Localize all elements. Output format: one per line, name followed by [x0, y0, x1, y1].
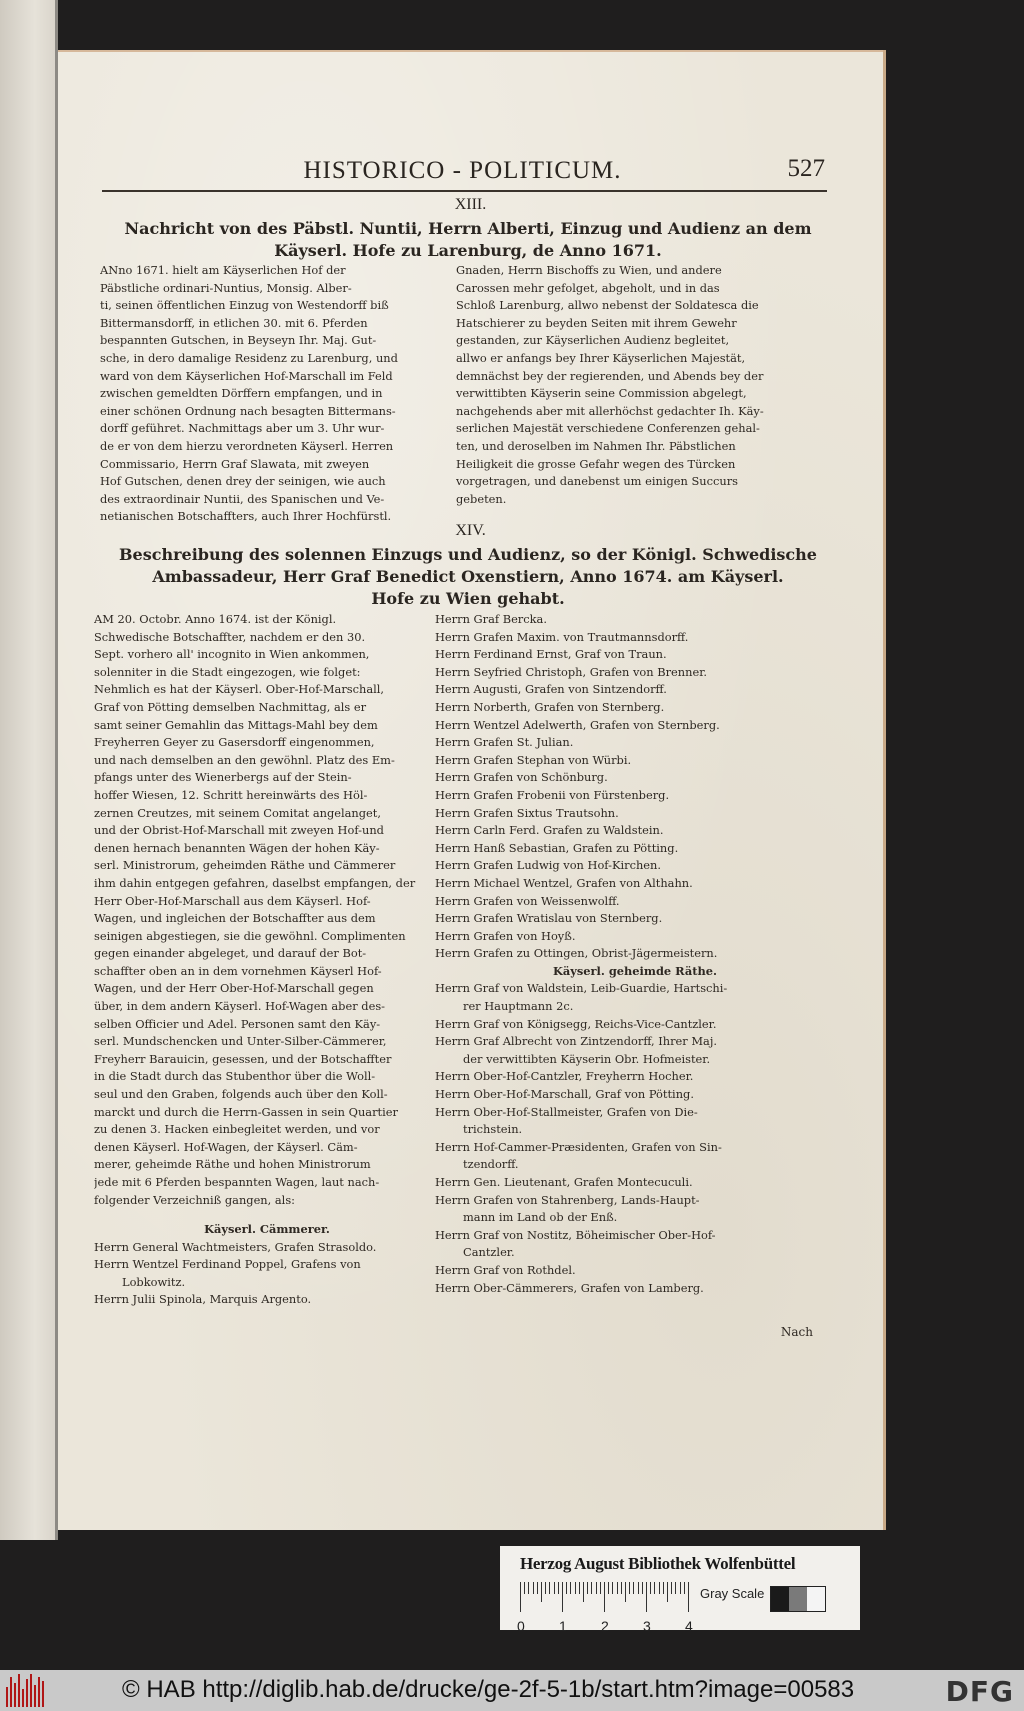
text-line: schaffter oben an in dem vornehmen Käyserl Hof-	[94, 963, 382, 978]
logo-bar	[14, 1683, 16, 1707]
list-item-continuation: tzendorff.	[463, 1157, 519, 1172]
list-item-continuation: trichstein.	[463, 1122, 523, 1137]
list-item: Herrn Graf Bercka.	[435, 612, 547, 626]
list-item: Herrn Grafen Frobenii von Fürstenberg.	[435, 787, 670, 802]
list-item: Herrn Carln Ferd. Grafen zu Waldstein.	[435, 823, 664, 838]
text-line: serl. Mundschencken und Unter-Silber-Cämmerer,	[94, 1034, 387, 1049]
text-line: de er von dem hierzu verordneten Käyserl. Herren	[100, 438, 394, 453]
copyright-link[interactable]: © HAB http://diglib.hab.de/drucke/ge-2f-5-1b/start.htm?image=00583	[122, 1676, 855, 1703]
logo-bar	[42, 1681, 44, 1707]
text-line: Hof Gutschen, denen drey der seinigen, wie auch	[100, 474, 386, 489]
list-item: Herrn Graf von Rothdel.	[435, 1262, 576, 1277]
text-line: Wagen, und ingleichen der Botschaffter aus dem	[94, 911, 376, 926]
text-line: gegen einander abgeleget, und darauf der Bot-	[94, 946, 367, 961]
text-line: Hatschierer zu beyden Seiten mit ihrem Gewehr	[456, 315, 737, 330]
ruler-tick	[659, 1582, 660, 1594]
list-item: Herrn Hof-Cammer-Præsidenten, Grafen von Sin-	[435, 1139, 722, 1154]
text-line: zwischen gemeldten Dörffern empfangen, und in	[100, 386, 383, 401]
ruler-tick	[684, 1582, 685, 1594]
list-item: Herrn Grafen Stephan von Würbi.	[435, 752, 632, 767]
section-13-title	[108, 218, 828, 262]
text-line: Freyherr Barauicin, gesessen, und der Botschaffter	[94, 1051, 392, 1066]
logo-bar	[22, 1689, 24, 1707]
ruler-tick	[524, 1582, 525, 1594]
ruler-tick	[654, 1582, 655, 1594]
list-item: Herrn Grafen von Hoyß.	[435, 928, 576, 943]
ruler-tick	[650, 1582, 651, 1594]
text-line: Päbstliche ordinari-Nuntius, Monsig. Alber-	[100, 280, 352, 295]
logo-bar	[38, 1677, 40, 1707]
text-line: Freyherren Geyer zu Gasersdorff eingenommen,	[94, 735, 375, 750]
logo-bar	[34, 1685, 36, 1707]
ruler-tick	[671, 1582, 672, 1594]
hab-logo-icon	[6, 1674, 44, 1707]
ruler-tick	[638, 1582, 639, 1594]
text-line: seul und den Graben, folgends auch über den Koll-	[94, 1087, 388, 1102]
ruler-number: 0	[517, 1618, 525, 1634]
list-item: Herrn Ferdinand Ernst, Graf von Traun.	[435, 647, 667, 662]
scan-reference-label	[500, 1546, 860, 1634]
logo-bar	[30, 1674, 32, 1707]
ruler-tick	[558, 1582, 559, 1594]
ruler-tick	[675, 1582, 676, 1594]
list-item: Herrn Grafen von Stahrenberg, Lands-Haupt-	[435, 1192, 700, 1207]
text-line: bespannten Gutschen, in Beyseyn Ihr. Maj. Gut-	[100, 333, 377, 348]
logo-bar	[26, 1679, 28, 1707]
text-line: ti, seinen öffentlichen Einzug von Westendorff biß	[100, 298, 389, 313]
text-line: ihm dahin entgegen gefahren, daselbst empfangen, der	[94, 875, 416, 890]
text-line: gebeten.	[456, 491, 507, 506]
ruler-tick	[562, 1582, 563, 1612]
ruler-tick	[688, 1582, 689, 1612]
text-line: Schloß Larenburg, allwo nebenst der Soldatesca die	[456, 298, 759, 313]
ruler-tick	[625, 1582, 626, 1602]
list-item-continuation: mann im Land ob der Enß.	[463, 1210, 618, 1225]
catchword: Nach	[780, 1325, 813, 1339]
ruler-tick	[600, 1582, 601, 1594]
ruler-tick	[596, 1582, 597, 1594]
text-line: Bittermansdorff, in etlichen 30. mit 6. Pferden	[100, 315, 368, 330]
list-item: Herrn Grafen Sixtus Trautsohn.	[435, 805, 619, 820]
page-number: 527	[787, 155, 825, 182]
list-item: Herrn Ober-Cämmerers, Grafen von Lamberg.	[435, 1280, 704, 1295]
list-item: Herrn Ober-Hof-Stallmeister, Grafen von Die-	[435, 1104, 698, 1119]
list-item: Herrn Norberth, Grafen von Sternberg.	[435, 699, 665, 714]
section-14-title-line-3: Hofe zu Wien gehabt.	[371, 589, 565, 608]
ruler-tick	[629, 1582, 630, 1594]
text-line: Carossen mehr gefolget, abgeholt, und in das	[456, 280, 720, 295]
text-line: allwo er anfangs bey Ihrer Käyserlichen Majestät,	[456, 350, 746, 365]
text-line: gestanden, zur Käyserlichen Audienz begleitet,	[456, 333, 730, 348]
gray-swatch	[807, 1587, 825, 1611]
list-item-continuation: Lobkowitz.	[122, 1274, 186, 1289]
text-line: pfangs unter des Wienerbergs auf der Stein-	[94, 770, 352, 785]
text-line: merer, geheimde Räthe und hohen Ministrorum	[94, 1157, 371, 1172]
gray-scale-label: Gray Scale	[700, 1586, 765, 1601]
ruler-tick	[646, 1582, 647, 1612]
ruler-tick	[575, 1582, 576, 1594]
ruler-tick	[608, 1582, 609, 1594]
text-line: nachgehends aber mit allerhöchst gedachter Ih. Käy-	[456, 403, 764, 418]
text-line: Herr Ober-Hof-Marschall aus dem Käyserl. Hof-	[94, 893, 371, 908]
ruler-tick	[533, 1582, 534, 1594]
text-line: Heiligkeit die grosse Gefahr wegen des Türcken	[456, 456, 736, 471]
section-13-title-line-2: Käyserl. Hofe zu Larenburg, de Anno 1671.	[274, 241, 662, 260]
logo-bar	[6, 1687, 8, 1707]
ruler-tick	[663, 1582, 664, 1594]
ruler-tick	[549, 1582, 550, 1594]
section-14-number: XIV.	[455, 522, 486, 539]
list-item: Herrn Seyfried Christoph, Grafen von Brenner.	[435, 664, 708, 679]
section-13-right-column	[456, 262, 826, 508]
list-heading: Käyserl. geheimde Räthe.	[553, 963, 717, 978]
gray-swatch	[789, 1587, 807, 1611]
text-line: Nehmlich es hat der Käyserl. Ober-Hof-Marschall,	[94, 682, 385, 697]
list-item: Herrn Gen. Lieutenant, Grafen Montecuculi.	[435, 1175, 693, 1189]
list-item: Herrn Wentzel Adelwerth, Grafen von Sternberg.	[435, 717, 720, 732]
list-item: Herrn Wentzel Ferdinand Poppel, Grafens von	[94, 1257, 361, 1272]
text-line: solenniter in die Stadt eingezogen, wie folget:	[94, 664, 361, 679]
list-item: Herrn Hanß Sebastian, Grafen zu Pötting.	[435, 840, 679, 855]
list-item: Herrn Grafen Maxim. von Trautmannsdorff.	[435, 629, 689, 644]
section-13-number: XIII.	[454, 196, 487, 213]
list-heading: Käyserl. Cämmerer.	[204, 1222, 330, 1236]
ruler-number: 1	[559, 1618, 567, 1634]
list-item: Herrn Graf von Nostitz, Böheimischer Ober-Hof-	[435, 1227, 716, 1242]
measurement-ruler	[517, 1582, 695, 1634]
text-line: Sept. vorhero all' incognito in Wien ankommen,	[94, 647, 370, 662]
footer-bar	[0, 1670, 1024, 1711]
gray-scale-swatches	[770, 1586, 826, 1612]
list-item-continuation: der verwittibten Käyserin Obr. Hofmeister.	[463, 1051, 711, 1066]
list-item: Herrn Grafen zu Ottingen, Obrist-Jägermeistern.	[435, 946, 718, 961]
ruler-tick	[587, 1582, 588, 1594]
list-item: Herrn Graf von Waldstein, Leib-Guardie, Hartschi-	[435, 981, 728, 996]
list-item: Herrn Grafen Ludwig von Hof-Kirchen.	[435, 858, 661, 873]
list-item-continuation: rer Hauptmann 2c.	[463, 999, 574, 1014]
section-13-title-line-1: Nachricht von des Päbstl. Nuntii, Herrn Alberti, Einzug und Audienz an dem	[124, 219, 812, 238]
ruler-tick	[591, 1582, 592, 1594]
text-line: serl. Ministrorum, geheimden Räthe und Cämmerer	[94, 858, 396, 873]
text-line: einer schönen Ordnung nach besagten Bittermans-	[100, 403, 396, 418]
gray-swatch	[771, 1587, 789, 1611]
ruler-tick	[537, 1582, 538, 1594]
running-title: HISTORICO - POLITICUM.	[303, 157, 622, 184]
list-item: Herrn Graf von Königsegg, Reichs-Vice-Cantzler.	[435, 1016, 717, 1031]
ruler-number: 4	[685, 1618, 693, 1634]
facing-page-shadow	[0, 1540, 58, 1670]
dfg-logo: DFG	[945, 1675, 1014, 1708]
ruler-tick	[642, 1582, 643, 1594]
logo-bar	[18, 1674, 20, 1707]
ruler-number: 3	[643, 1618, 651, 1634]
text-line: samt seiner Gemahlin das Mittags-Mahl bey dem	[94, 717, 378, 732]
text-line: ten, und deroselben im Nahmen Ihr. Päbstlichen	[456, 438, 736, 453]
nobles-list	[435, 611, 835, 1297]
list-item: Herrn Julii Spinola, Marquis Argento.	[94, 1292, 312, 1307]
list-item: Herrn Graf Albrecht von Zintzendorff, Ihrer Maj.	[435, 1034, 717, 1049]
header-rule	[102, 190, 827, 192]
ruler-tick	[528, 1582, 529, 1594]
text-line: über, in dem andern Käyserl. Hof-Wagen aber des-	[94, 999, 386, 1014]
text-line: in die Stadt durch das Stubenthor über die Woll-	[94, 1069, 376, 1084]
institution-name: Herzog August Bibliothek Wolfenbüttel	[520, 1554, 796, 1573]
list-item: Herrn Grafen St. Julian.	[435, 735, 574, 750]
running-head	[100, 157, 825, 183]
text-line: selben Officier und Adel. Personen samt den Käy-	[94, 1016, 381, 1031]
text-line: ward von dem Käyserlichen Hof-Marschall im Feld	[100, 368, 393, 383]
text-line: AM 20. Octobr. Anno 1674. ist der Königl.	[94, 612, 337, 626]
ruler-tick	[604, 1582, 605, 1612]
ruler-tick	[583, 1582, 584, 1602]
list-item: Herrn Grafen Wratislau von Sternberg.	[435, 911, 663, 926]
chamberlains-list	[94, 1221, 440, 1309]
text-line: verwittibten Käyserin seine Commission abgelegt,	[456, 386, 747, 401]
ruler-tick	[621, 1582, 622, 1594]
text-line: ANno 1671. hielt am Käyserlichen Hof der	[100, 263, 346, 277]
text-line: marckt und durch die Herrn-Gassen in sein Quartier	[94, 1104, 398, 1119]
text-line: und nach demselben an den gewöhnl. Platz des Em-	[94, 752, 395, 767]
list-item: Herrn Grafen von Weissenwolff.	[435, 893, 620, 908]
text-line: des extraordinair Nuntii, des Spanischen und Ve-	[100, 491, 385, 506]
text-line: und der Obrist-Hof-Marschall mit zweyen Hof-und	[94, 823, 384, 838]
text-line: jede mit 6 Pferden bespannten Wagen, laut nach-	[94, 1175, 380, 1189]
text-line: sche, in dero damalige Residenz zu Larenburg, und	[100, 350, 398, 365]
ruler-tick	[612, 1582, 613, 1594]
list-item: Herrn Grafen von Schönburg.	[435, 770, 608, 785]
text-line: serlichen Majestät verschiedene Conferenzen gehal-	[456, 421, 760, 436]
list-item: Herrn Augusti, Grafen von Sintzendorff.	[435, 682, 667, 697]
section-14-title	[108, 544, 828, 610]
ruler-tick	[667, 1582, 668, 1602]
text-line: Commissario, Herrn Graf Slawata, mit zweyen	[100, 456, 370, 471]
ruler-tick	[554, 1582, 555, 1594]
section-14-title-line-1: Beschreibung des solennen Einzugs und Audienz, so der Königl. Schwedische	[119, 545, 817, 564]
text-line: netianischen Botschaffters, auch Ihrer Hochfürstl.	[100, 509, 392, 524]
text-line: vorgetragen, und danebenst um einigen Succurs	[456, 474, 738, 489]
ruler-tick	[633, 1582, 634, 1594]
ruler-tick	[617, 1582, 618, 1594]
text-line: hoffer Wiesen, 12. Schritt hereinwärts des Höl-	[94, 787, 368, 802]
ruler-tick	[680, 1582, 681, 1594]
list-item: Herrn Ober-Hof-Cantzler, Freyherrn Hocher.	[435, 1069, 694, 1084]
text-line: Wagen, und der Herr Ober-Hof-Marschall gegen	[94, 981, 374, 996]
logo-bar	[10, 1677, 12, 1707]
text-line: seinigen abgestiegen, sie die gewöhnl. Complimenten	[94, 928, 406, 943]
book-page	[58, 50, 886, 1530]
list-item-continuation: Cantzler.	[463, 1245, 515, 1260]
text-line: denen Käyserl. Hof-Wagen, der Käyserl. Cäm-	[94, 1139, 358, 1154]
text-line: demnächst bey der regierenden, und Abends bey der	[456, 368, 764, 383]
text-line: Graf von Pötting demselben Nachmittag, als er	[94, 699, 367, 714]
list-item: Herrn Ober-Hof-Marschall, Graf von Pötting.	[435, 1087, 694, 1102]
ruler-tick	[566, 1582, 567, 1594]
facing-page-edge	[0, 0, 58, 1640]
list-item: Herrn General Wachtmeisters, Grafen Strasoldo.	[94, 1239, 377, 1254]
section-14-title-line-2: Ambassadeur, Herr Graf Benedict Oxenstiern, Anno 1674. am Käyserl.	[152, 567, 784, 586]
ruler-tick	[579, 1582, 580, 1594]
text-line: zu denen 3. Hacken einbegleitet werden, und vor	[94, 1122, 380, 1137]
section-13-left-column	[100, 262, 440, 526]
ruler-tick	[520, 1582, 521, 1612]
ruler-tick	[545, 1582, 546, 1594]
text-line: dorff geführet. Nachmittags aber um 3. Uhr wur-	[100, 421, 385, 436]
list-item: Herrn Michael Wentzel, Grafen von Althahn.	[435, 875, 693, 890]
ruler-tick	[570, 1582, 571, 1594]
text-line: Schwedische Botschaffter, nachdem er den 30.	[94, 629, 366, 644]
section-14-left-column	[94, 611, 440, 1209]
ruler-number: 2	[601, 1618, 609, 1634]
text-line: denen hernach benannten Wägen der hohen Käy-	[94, 840, 380, 855]
text-line: zernen Creutzes, mit seinem Comitat angelanget,	[94, 805, 381, 820]
text-line: folgender Verzeichniß gangen, als:	[94, 1192, 296, 1207]
text-line: Gnaden, Herrn Bischoffs zu Wien, und andere	[456, 263, 722, 277]
ruler-tick	[541, 1582, 542, 1602]
